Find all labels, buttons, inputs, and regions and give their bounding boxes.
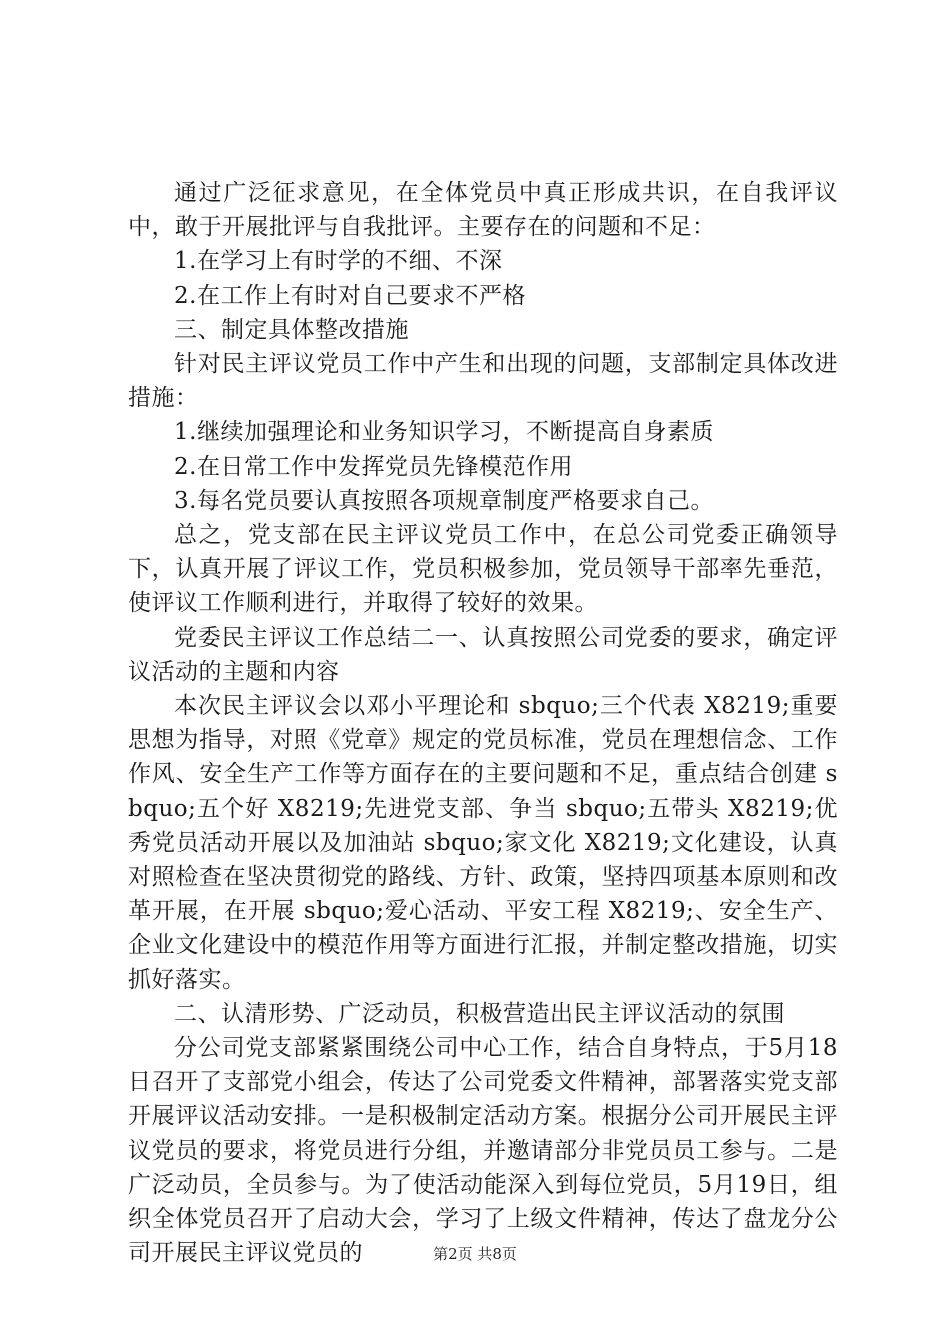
section-heading: 三、制定具体整改措施 — [174, 316, 409, 343]
paragraph: 针对民主评议党员工作中产生和出现的问题，支部制定具体改进措施： — [128, 351, 838, 412]
section-heading: 二、认清形势、广泛动员，积极营造出民主评议活动的氛围 — [174, 1000, 785, 1027]
list-item: 3.每名党员要认真按照各项规章制度严格要求自己。 — [174, 487, 714, 514]
page-number-footer: 第2页 共8页 — [433, 1245, 517, 1263]
list-item: 2.在日常工作中发挥党员先锋模范作用 — [174, 453, 573, 480]
section-heading: 党委民主评议工作总结二一、认真按照公司党委的要求，确定评议活动的主题和内容 — [128, 624, 838, 685]
list-item: 1.继续加强理论和业务知识学习，不断提高自身素质 — [174, 419, 714, 446]
paragraph: 通过广泛征求意见，在全体党员中真正形成共识，在自我评议中，敢于开展批评与自我批评。主要存在的问题和不足： — [128, 180, 838, 241]
list-item: 1.在学习上有时学的不细、不深 — [174, 248, 503, 275]
document-body — [128, 176, 838, 1271]
paragraph: 总之，党支部在民主评议党员工作中，在总公司党委正确领导下，认真开展了评议工作，党员积极参加，党员领导干部率先垂范，使评议工作顺利进行，并取得了较好的效果。 — [128, 522, 838, 617]
paragraph: 本次民主评议会以邓小平理论和 sbquo;三个代表 X8219;重要思想为指导，对照《党章》规定的党员标准，党员在理想信念、工作作风、安全生产工作等方面存在的主要问题和不足，重点结合创建 sbquo;五个好 X8219;先进党支部、争当 sbquo;五带头 X8219;优秀党员活动开展以及加油站 sbquo;家文化 X8219;文化建设，认真对照检查在坚决贯彻党的路线、方针、政策，坚持四项基本原则和改革开展，在开展 sbquo;爱心活动、平安工程 X8219;、安全生产、企业文化建设中的模范作用等方面进行汇报，并制定整改措施，切实抓好落实。 — [128, 693, 838, 993]
paragraph: 分公司党支部紧紧围绕公司中心工作，结合自身特点，于5月18日召开了支部党小组会，传达了公司党委文件精神，部署落实党支部开展评议活动安排。一是积极制定活动方案。根据分公司开展民主评议党员的要求，将党员进行分组，并邀请部分非党员员工参与。二是广泛动员，全员参与。为了使活动能深入到每位党员，5月19日，组织全体党员召开了启动大会，学习了上级文件精神，传达了盘龙分公司开展民主评议党员的 — [128, 1035, 838, 1267]
list-item: 2.在工作上有时对自己要求不严格 — [174, 282, 526, 309]
